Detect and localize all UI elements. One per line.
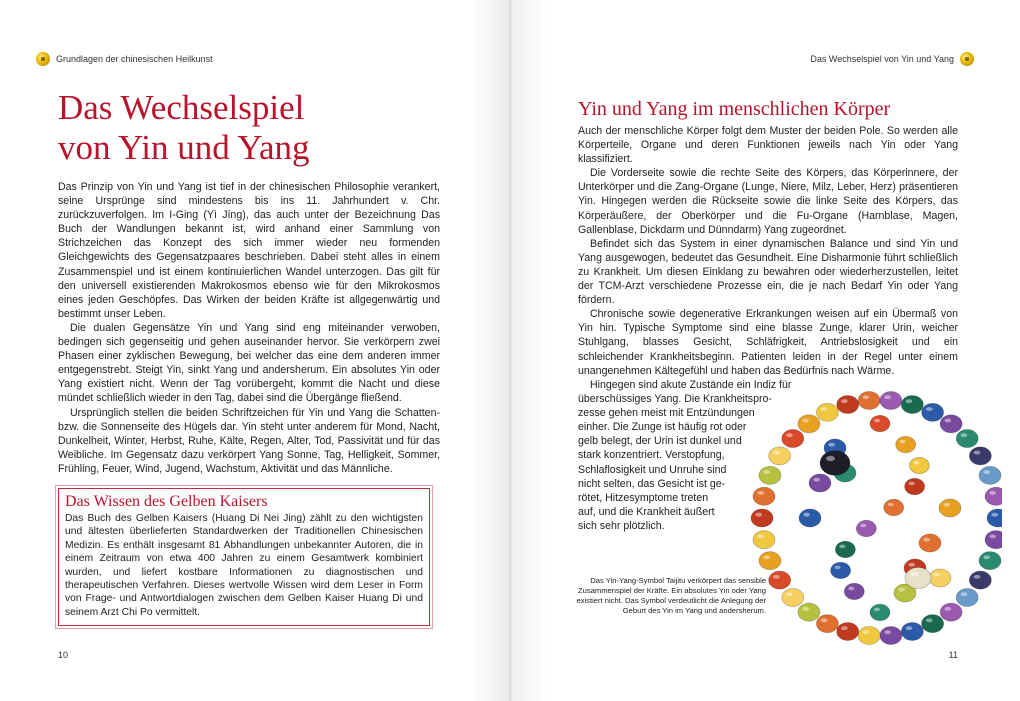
- gemstone: [798, 603, 820, 621]
- gemstone: [969, 447, 991, 465]
- wrap-line: sich sehr plötzlich.: [578, 519, 665, 532]
- gemstone: [909, 457, 929, 473]
- gemstone: [856, 520, 876, 536]
- gemstone-highlight: [983, 555, 990, 559]
- title-line-1: Das Wechselspiel: [58, 88, 305, 127]
- gemstone: [844, 583, 864, 599]
- gemstone-highlight: [974, 451, 981, 455]
- gemstone-highlight: [933, 573, 940, 577]
- left-paragraph-2: Die dualen Gegensätze Yin und Yang sind eng miteinander verwoben, bedingen sich gegenseitig und gehen auseinander hervor. Sie verkörpern zwei Phasen einer zyklischen Bewegung, bei welcher das eine dem anderen immer entgegenstrebt. Steigt Yin, sinkt Yang und andersherum. Ein absolutes Yin oder Yang existiert nicht. Wenn der Tag vorübergeht, kommt die Nacht und diese mündet schließlich wieder in den Tag, dabei sind die Übergänge fließend.: [58, 321, 440, 405]
- gemstone: [880, 391, 902, 409]
- gemstone: [769, 571, 791, 589]
- gemstone-highlight: [802, 607, 809, 611]
- gemstone-highlight: [983, 470, 990, 474]
- right-paragraph-4: Chronische sowie degenerative Erkrankungen weisen auf ein Übermaß von Yin hin. Typische Symptome sind eine blasse Zunge, klarer Urin, weicher Stuhlgang, blasses Gesicht, Schläfrigkeit, Antriebslosigkeit und ein schleichender Krankheitsbeginn. Patienten leiden in der Regel unter einem unangenehmen Kältegefühl und haben das Bedürfnis nach Wärme.: [578, 308, 958, 377]
- gemstone: [751, 509, 773, 527]
- info-box-text: Das Buch des Gelben Kaisers (Huang Di Nei Jing) zählt zu den wichtigsten und ältesten überlieferten Standardwerken der Traditionellen Chinesischen Medizin. Es enthält insgesamt 81 Abhandlungen unbekannter Autoren, die in einem Zeitraum von etwa 400 Jahren zu einem Gesamtwerk kombiniert wurden, und liefert kostbare Informationen zu diagnostischen und therapeutischen Verfahren. Dieses wertvolle Wissen wird dem Leser in Form von Frage- und Antwortdialogen zwischen dem Gelben Kaiser Huang Di und seinem Arzt Chi Po vermittelt.: [65, 513, 423, 618]
- gemstone-highlight: [900, 440, 906, 444]
- gemstone-highlight: [923, 538, 930, 542]
- gemstone-highlight: [813, 478, 820, 482]
- gemstone-highlight: [989, 534, 996, 538]
- gemstone: [929, 569, 951, 587]
- gemstone: [870, 604, 890, 620]
- gemstone: [922, 403, 944, 421]
- gemstone: [922, 615, 944, 633]
- section-heading: Yin und Yang im menschlichen Körper: [578, 98, 891, 120]
- gemstone-highlight: [839, 545, 845, 549]
- gutter-shadow: [470, 0, 550, 701]
- gemstone-highlight: [757, 491, 764, 495]
- gemstone-highlight: [863, 395, 870, 399]
- gemstone: [939, 499, 961, 517]
- gemstone-highlight: [826, 456, 835, 461]
- gemstone-highlight: [821, 407, 828, 411]
- gemstone: [816, 403, 838, 421]
- title-line-2: von Yin und Yang: [58, 128, 310, 167]
- wrap-line: Schlaflosigkeit und Unruhe sind: [578, 463, 727, 476]
- gemstone: [799, 509, 821, 527]
- wrap-line: Hingegen sind akute Zustände ein Indiz für: [590, 379, 792, 391]
- gemstone-highlight: [910, 572, 918, 577]
- left-paragraph-1: Das Prinzip von Yin und Yang ist tief in der chinesischen Philosophie verankert, seine Ursprünge sind mindestens bis ins 11. Jahrhundert v. Chr. zurückzuverfolgen. Im I-Ging (Yì Jīng), das auch unter der Bezeichnung Das Buch der Wandlungen bekannt ist, wird anhand einer Sammlung von Strichzeichen das Konzept des sich immer wieder neu formenden Gleichgewichts des Gegensatzpaares beschrieben. Dabei steht alles in einem Zusammenspiel und ist einem kontinuierlichen Wandel unterzogen. Das gilt für den universell existierenden Makrokosmos ebenso wie für den Mikrokosmos eines jeden Geschöpfes. Das Wirken der beiden Kräfte ist allgegenwärtig und bestimmt unser Leben.: [58, 181, 440, 320]
- gemstone-highlight: [961, 592, 968, 596]
- gemstone-highlight: [874, 608, 880, 612]
- gemstone-highlight: [884, 630, 891, 634]
- gemstone: [956, 588, 978, 606]
- gemstone-highlight: [974, 575, 981, 579]
- gemstone: [979, 552, 1001, 570]
- gemstone-highlight: [926, 618, 933, 622]
- gemstone-highlight: [898, 588, 905, 592]
- gemstone: [870, 415, 890, 431]
- gemstone: [820, 451, 850, 476]
- gemstone-highlight: [755, 513, 762, 517]
- page-title: [58, 88, 378, 168]
- gemstone: [979, 466, 1001, 484]
- left-page-number: 10: [58, 650, 69, 660]
- right-body-text: [578, 124, 958, 378]
- gemstone: [940, 603, 962, 621]
- gemstone-highlight: [906, 399, 913, 403]
- right-paragraph-3: Befindet sich das System in einer dynamischen Balance und sind Yin und Yang ausgewogen, bedeutet das Gesundheit. Eine Disharmonie führt schließlich zu Krankheit. Um diesen Einklang zu bewahren oder wiederherzustellen, leitet der TCM-Arzt verschiedene Prozesse ein, die je nach Bedarf Yin oder Yang fördern.: [578, 237, 958, 307]
- gemstone-highlight: [773, 451, 780, 455]
- gemstone: [759, 552, 781, 570]
- gemstone: [753, 531, 775, 549]
- gemstone: [919, 534, 941, 552]
- gemstone-highlight: [888, 503, 894, 507]
- gemstone-highlight: [908, 563, 915, 567]
- info-box-title: Das Wissen des Gelben Kaisers: [65, 493, 268, 510]
- gemstone-highlight: [835, 566, 841, 570]
- wrap-line: stark konzentriert. Verstopfung,: [578, 449, 725, 462]
- gemstone: [901, 622, 923, 640]
- gemstone: [969, 571, 991, 589]
- gemstone: [816, 615, 838, 633]
- gemstone-highlight: [863, 630, 870, 634]
- gemstone: [858, 391, 880, 409]
- gemstone-highlight: [773, 575, 780, 579]
- gemstone-highlight: [786, 592, 793, 596]
- gemstone: [782, 429, 804, 447]
- gemstone-highlight: [828, 443, 835, 447]
- wrap-line: überschüssiges Yang. Die Krankheitspro-: [578, 393, 772, 406]
- coin-icon: [36, 52, 50, 66]
- gemstone: [837, 622, 859, 640]
- gemstone-highlight: [841, 399, 848, 403]
- gemstone-highlight: [945, 419, 952, 423]
- right-paragraph-1: Auch der menschliche Körper folgt dem Muster der beiden Pole. So werden alle Körperteile, Organe und deren Funktionen jeweils nach Yin oder Yang klassifiziert.: [578, 125, 958, 166]
- gemstone: [884, 499, 904, 515]
- gemstone-highlight: [943, 503, 950, 507]
- wrap-line: zesse gehen meist mit Entzündungen: [578, 407, 755, 420]
- gemstone: [837, 395, 859, 413]
- gemstone-highlight: [860, 524, 866, 528]
- gemstone: [905, 478, 925, 494]
- gemstone: [985, 487, 1002, 505]
- gemstone-highlight: [909, 482, 915, 486]
- gemstone: [759, 466, 781, 484]
- wrap-line: nicht selten, das Gesicht ist ge-: [578, 477, 726, 490]
- wrap-line: einher. Die Zunge ist häufig rot oder: [578, 421, 747, 434]
- gemstone-highlight: [913, 461, 919, 465]
- gemstone: [901, 395, 923, 413]
- gemstone: [798, 415, 820, 433]
- gemstone-highlight: [786, 433, 793, 437]
- right-page-number: 11: [948, 650, 958, 660]
- gemstone-highlight: [989, 491, 996, 495]
- gemstone-highlight: [991, 513, 998, 517]
- gemstone: [880, 626, 902, 644]
- coin-icon: [960, 52, 974, 66]
- wrap-line: rötet, Hitzesymptome treten: [578, 491, 709, 504]
- left-paragraph-3: Ursprünglich stellen die beiden Schriftzeichen für Yin und Yang die Schatten- bzw. die Sonnenseite des Hügels dar. Yin steht unter anderem für Mond, Nacht, Dunkelheit, Winter, Herbst, Ruhe, Kälte, Regen, Alter, Tod, Passivität und für das Weibliche. Im Gegensatz dazu verkörpert Yang Sonne, Tag, Helligkeit, Sommer, Frühling, Feuer, Wind, Jugend, Wachstum, Aktivität und das Männliche.: [58, 406, 440, 475]
- gemstone-highlight: [763, 555, 770, 559]
- right-running-header-text: Das Wechselspiel von Yin und Yang: [810, 54, 954, 64]
- left-running-header-text: Grundlagen der chinesischen Heilkunst: [56, 54, 213, 64]
- gemstone: [835, 541, 855, 557]
- gemstone-highlight: [961, 433, 968, 437]
- left-body-text: [58, 180, 440, 476]
- gemstone: [831, 562, 851, 578]
- gemstone-highlight: [906, 626, 913, 630]
- info-box: [58, 488, 430, 626]
- gemstone: [940, 415, 962, 433]
- gemstone-highlight: [884, 395, 891, 399]
- gemstone-highlight: [848, 587, 854, 591]
- wrap-line: auf, und die Krankheit äußert: [578, 505, 715, 518]
- gemstone: [987, 509, 1002, 527]
- gemstone-highlight: [874, 419, 880, 423]
- gemstone-highlight: [802, 419, 809, 423]
- gemstone-highlight: [821, 618, 828, 622]
- gemstone-highlight: [757, 534, 764, 538]
- right-running-header: [810, 52, 974, 66]
- image-caption: Das Yin-Yang-Symbol Taijitu verkörpert das sensible Zusammenspiel der Kräfte. Ein absolutes Yin oder Yang existiert nicht. Das Symbol verdeutlicht die Anlegung der Geburt des Yin im Yang und andersherum.: [576, 576, 766, 615]
- gemstone: [956, 429, 978, 447]
- gemstone: [896, 436, 916, 452]
- gemstone: [769, 447, 791, 465]
- gemstone-highlight: [945, 607, 952, 611]
- gemstone-highlight: [926, 407, 933, 411]
- gemstone: [858, 626, 880, 644]
- gemstone-highlight: [803, 513, 810, 517]
- gemstone-highlight: [763, 470, 770, 474]
- left-running-header: [36, 52, 213, 66]
- right-paragraph-2: Die Vorderseite sowie die rechte Seite des Körpers, das Körperinnere, der Unterkörper und die Zang-Organe (Lunge, Niere, Milz, Leber, Herz) präsentieren Yin. Hingegen werden die Rückseite sowie die linke Seite des Körpers, das Körperäußere, der Oberkörper und die Fu-Organe (Harnblase, Magen, Gallenblase, Dickdarm und Dünndarm) Yang zugeordnet.: [578, 167, 958, 236]
- gemstone: [809, 474, 831, 492]
- gemstone: [985, 531, 1002, 549]
- gemstone-highlight: [841, 626, 848, 630]
- wrap-line: gelb belegt, der Urin ist dunkel und: [578, 435, 742, 448]
- gemstone: [753, 487, 775, 505]
- yin-yang-stones-image: [740, 378, 1002, 648]
- gemstone: [905, 567, 931, 588]
- gemstone: [782, 588, 804, 606]
